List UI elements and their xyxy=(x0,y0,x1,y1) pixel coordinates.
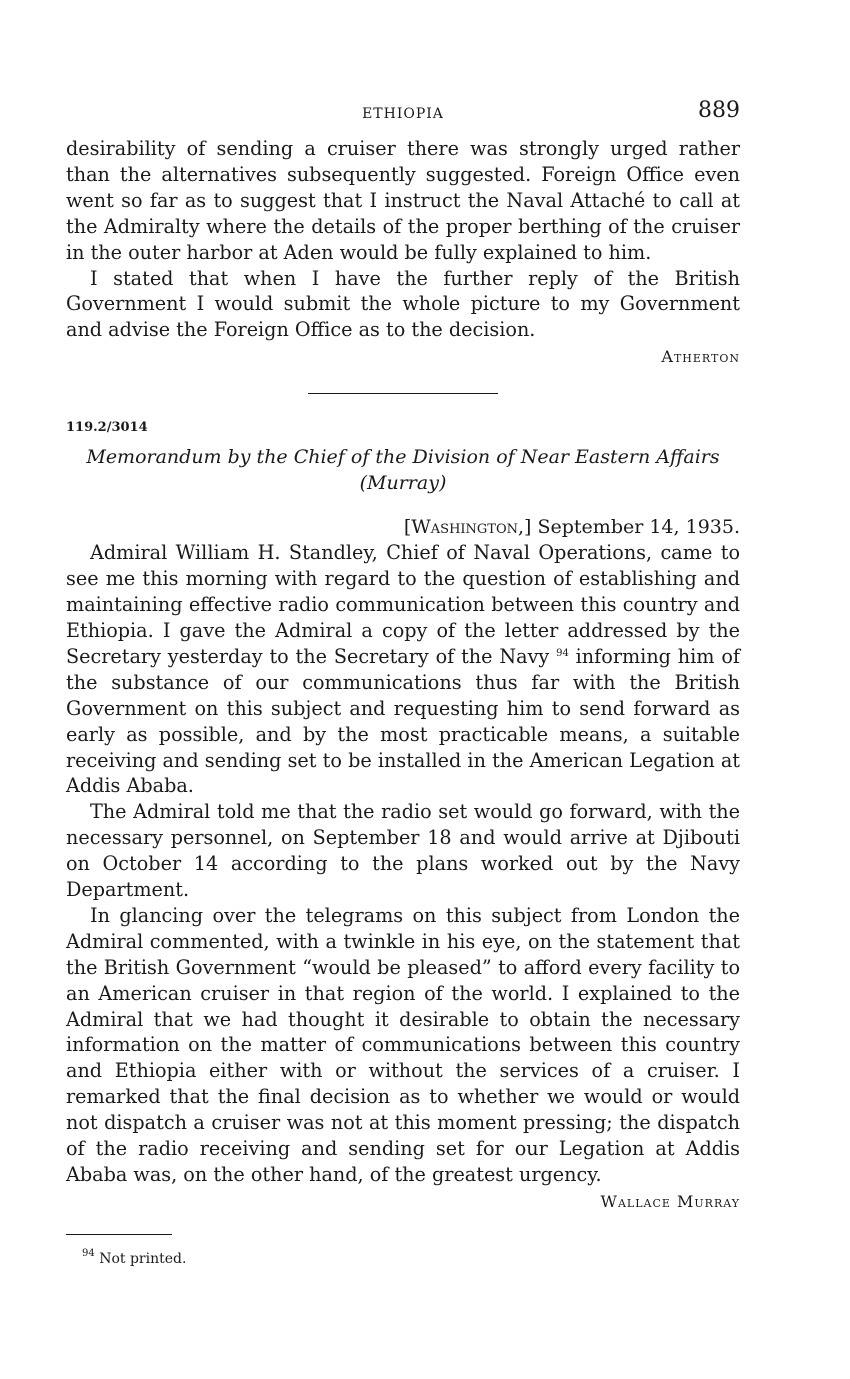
page-header xyxy=(66,96,740,136)
signature-atherton: Atherton xyxy=(661,347,740,367)
continued-paragraph: desirability of sending a cruiser there was strongly urged rather than the alternatives subsequently suggested. Foreign Office even went so far as to suggest that I instruct the Naval Attaché to call at the Admiralty where the details of the proper berthing of the cruiser in the outer harbor at Aden would be fully explained to him. xyxy=(66,137,740,264)
file-number: 119.2/3014 xyxy=(66,420,148,436)
footnote-marker: 94 xyxy=(82,1247,95,1259)
paragraph-text: Admiral William H. Standley, Chief of Naval Operations, came to see me this morning with regard to the question of establishing and maintaining effective radio communication between this country and Ethiopia. I gave the Admiral a copy of the letter addressed by the Secretary yesterday to the Secretary of the Navy xyxy=(66,541,740,668)
paragraph xyxy=(66,540,740,799)
section-separator xyxy=(308,393,498,394)
page-number: 889 xyxy=(698,98,740,123)
signature-murray: Wallace Murray xyxy=(600,1191,740,1211)
paragraph: I stated that when I have the further reply of the British Government I would submit the whole picture to my Government and advise the Foreign Office as to the decision. xyxy=(66,266,740,342)
dateline xyxy=(66,514,740,540)
memo-title: Memorandum by the Chief of the Division of Near Eastern Affairs (Murray) xyxy=(86,446,720,495)
paragraph: The Admiral told me that the radio set would go forward, with the necessary personnel, on September 18 and would arrive at Djibouti on October 14 according to the plans worked out by the Navy Department. xyxy=(66,800,740,902)
footnote-reference: 94 xyxy=(556,647,569,659)
running-head: ETHIOPIA xyxy=(362,106,444,122)
document-page xyxy=(66,96,740,1269)
paragraph: In glancing over the telegrams on this subject from London the Admiral commented, with a twinkle in his eye, on the statement that the British Government “would be pleased” to afford every facility to an American cruiser in that region of the world. I explained to the Admiral that we had thought it desirable to obtain the necessary information on the matter of communications between this country and Ethiopia either with or without the services of a cruiser. I remarked that the final decision as to whether we would or would not dispatch a cruiser was not at this moment pressing; the dispatch of the radio receiving and sending set for our Legation at Addis Ababa was, on the other hand, of the greatest urgency. xyxy=(66,903,740,1186)
footnote xyxy=(82,1249,740,1269)
footnote-rule xyxy=(66,1234,172,1235)
footnote-text: Not printed. xyxy=(99,1250,187,1267)
paragraph-text: informing him of the substance of our communications thus far with the British Government on this subject and requesting him to send forward as early as possible, and by the most practicable means, a suitable receiving and sending set to be installed in the American Legation at Addis Ababa. xyxy=(66,644,740,798)
dateline-date: September 14, 1935. xyxy=(537,516,740,539)
dateline-place: [Washington,] xyxy=(403,516,532,539)
